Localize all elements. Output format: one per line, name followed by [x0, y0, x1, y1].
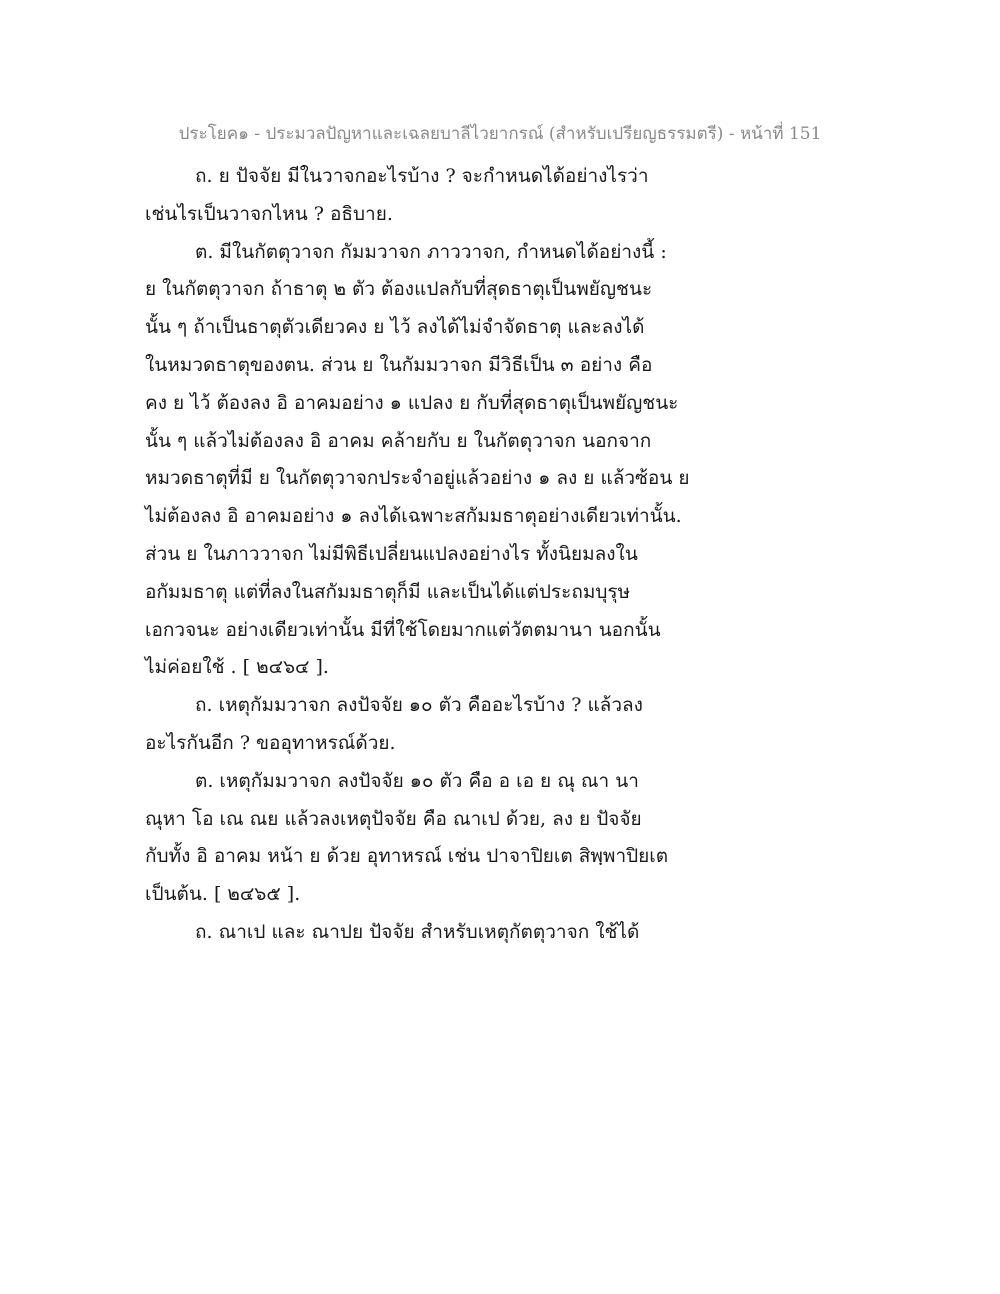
document-body — [145, 158, 690, 952]
text-line: ณุหา โอ เณ ณย แล้วลงเหตุปัจจัย คือ ณาเป ด้วย, ลง ย ปัจจัย — [145, 807, 642, 830]
text-line: ย ในกัตตุวาจก ถ้าธาตุ ๒ ตัว ต้องแปลกับที่สุดธาตุเป็นพยัญชนะ — [145, 278, 653, 301]
text-line: ในหมวดธาตุของตน. ส่วน ย ในกัมมวาจก มีวิธีเป็น ๓ อย่าง คือ — [145, 353, 653, 376]
text-line: อกัมมธาตุ แต่ที่ลงในสกัมมธาตุก็มี และเป็นได้แต่ประถมบุรุษ — [145, 580, 631, 603]
text-line: คง ย ไว้ ต้องลง อิ อาคมอย่าง ๑ แปลง ย กับที่สุดธาตุเป็นพยัญชนะ — [145, 391, 679, 414]
question-line: ถ. ย ปัจจัย มีในวาจกอะไรบ้าง ? จะกำหนดได้อย่างไรว่า — [195, 165, 649, 187]
question-line: ถ. ณาเป และ ณาปย ปัจจัย สำหรับเหตุกัตตุวาจก ใช้ได้ — [195, 920, 640, 943]
text-line: ไม่ต้องลง อิ อาคมอย่าง ๑ ลงได้เฉพาะสกัมมธาตุอย่างเดียวเท่านั้น. — [145, 505, 682, 528]
page-header: ประโยค๑ - ประมวลปัญหาและเฉลยบาลีไวยากรณ์ (สำหรับเปรียญธรรมตรี) - หน้าที่ 151 — [178, 124, 822, 144]
text-line: หมวดธาตุที่มี ย ในกัตตุวาจกประจำอยู่แล้วอย่าง ๑ ลง ย แล้วซ้อน ย — [145, 467, 690, 490]
text-line: เอกวจนะ อย่างเดียวเท่านั้น มีที่ใช้โดยมากแต่วัตตมานา นอกนั้น — [145, 618, 661, 641]
question-line: ถ. เหตุกัมมวาจก ลงปัจจัย ๑๐ ตัว คืออะไรบ้าง ? แล้วลง — [195, 694, 643, 717]
text-line: ไม่ค่อยใช้ . [ ๒๔๖๔ ]. — [145, 656, 329, 679]
text-line: นั้น ๆ แล้วไม่ต้องลง อิ อาคม คล้ายกับ ย ในกัตตุวาจก นอกจาก — [145, 429, 652, 452]
answer-line: ต. เหตุกัมมวาจก ลงปัจจัย ๑๐ ตัว คือ อ เอ ย ณุ ณา นา — [195, 769, 639, 792]
text-line: นั้น ๆ ถ้าเป็นธาตุตัวเดียวคง ย ไว้ ลงได้ไม่จำจัดธาตุ และลงได้ — [145, 316, 645, 339]
text-line: อะไรกันอีก ? ขออุทาหรณ์ด้วย. — [145, 731, 396, 754]
text-line: เป็นต้น. [ ๒๔๖๕ ]. — [145, 883, 301, 906]
text-line: ส่วน ย ในภาววาจก ไม่มีพิธีเปลี่ยนแปลงอย่างไร ทั้งนิยมลงใน — [145, 542, 638, 565]
answer-line: ต. มีในกัตตุวาจก กัมมวาจก ภาววาจก, กำหนดได้อย่างนี้ : — [195, 240, 667, 263]
text-line: เช่นไรเป็นวาจกไหน ? อธิบาย. — [145, 202, 393, 225]
text-line: กับทั้ง อิ อาคม หน้า ย ด้วย อุทาหรณ์ เช่น ปาจาปิยเต สิพฺพาปิยเต — [145, 845, 669, 868]
